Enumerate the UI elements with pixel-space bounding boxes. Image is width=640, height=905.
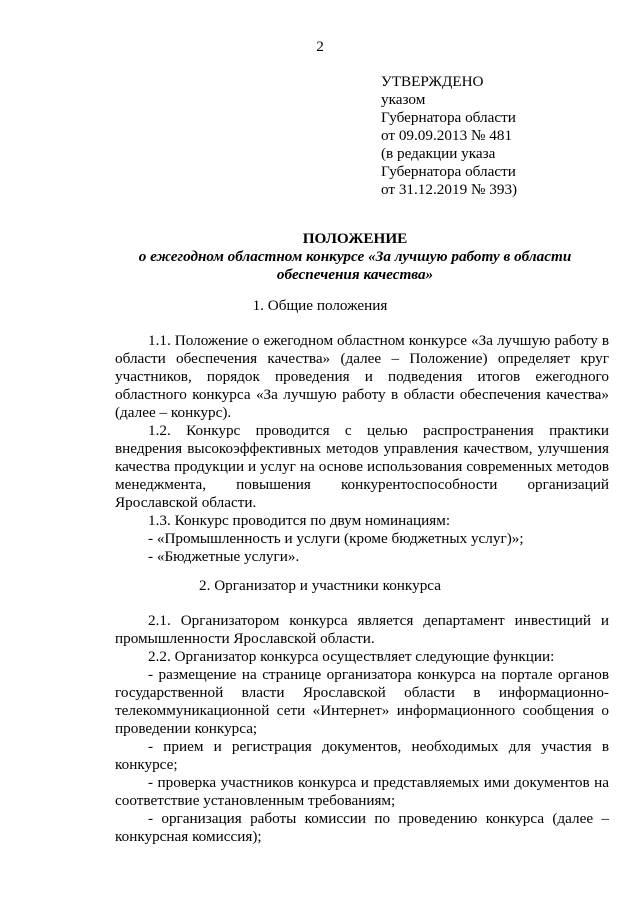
section-1-heading: 1. Общие положения [252, 297, 388, 314]
list-item: - проверка участников конкурса и представляемых ими документов на соответствие установленным требованиям; [115, 774, 609, 809]
approval-line: Губернатора области [381, 109, 516, 126]
title-subtitle-line1: о ежегодном областном конкурсе «За лучшую работу в области [138, 248, 572, 265]
list-item: - «Промышленность и услуги (кроме бюджетных услуг)»; [148, 530, 524, 547]
paragraph: 1.2. Конкурс проводится с целью распространения практики внедрения высокоэффективных методов управления качеством, улучшения качества продукции и услуг на основе использования современных методов менеджмента, повышения конкурентоспособности организаций Ярославской области. [115, 422, 609, 511]
approval-line: от 09.09.2013 № 481 [381, 127, 513, 144]
approval-line: от 31.12.2019 № 393) [381, 181, 518, 198]
document-title [100, 230, 610, 284]
paragraph: 2.2. Организатор конкурса осуществляет следующие функции: [148, 648, 555, 665]
section-2-body [115, 612, 609, 846]
page-number: 2 [316, 38, 324, 55]
approval-line: УТВЕРЖДЕНО [381, 73, 484, 90]
approval-stamp [381, 73, 621, 199]
list-item: - размещение на странице организатора конкурса на портале органов государственной власти Ярославской области в информационно-телекоммуникационной сети «Интернет» информационного сообщения о проведении конкурса; [115, 666, 609, 737]
list-item: - прием и регистрация документов, необходимых для участия в конкурсе; [115, 738, 609, 773]
approval-line: Губернатора области [381, 163, 516, 180]
approval-line: (в редакции указа [381, 145, 496, 162]
title-heading: ПОЛОЖЕНИЕ [302, 230, 408, 247]
paragraph: 1.1. Положение о ежегодном областном конкурсе «За лучшую работу в области обеспечения качества» (далее – Положение) определяет круг участников, порядок проведения и подведения итогов ежегодного областного конкурса «За лучшую работу в области обеспечения качества» (далее – конкурс). [115, 332, 609, 421]
section-2-heading: 2. Организатор и участники конкурса [199, 577, 441, 594]
section-1-body [115, 332, 609, 566]
approval-line: указом [381, 91, 426, 108]
list-item: - «Бюджетные услуги». [148, 548, 300, 565]
title-subtitle-line2: обеспечения качества» [276, 266, 434, 283]
list-item: - организация работы комиссии по проведению конкурса (далее – конкурсная комиссия); [115, 810, 609, 845]
paragraph: 2.1. Организатором конкурса является департамент инвестиций и промышленности Ярославской области. [115, 612, 609, 647]
paragraph: 1.3. Конкурс проводится по двум номинациям: [148, 512, 451, 529]
